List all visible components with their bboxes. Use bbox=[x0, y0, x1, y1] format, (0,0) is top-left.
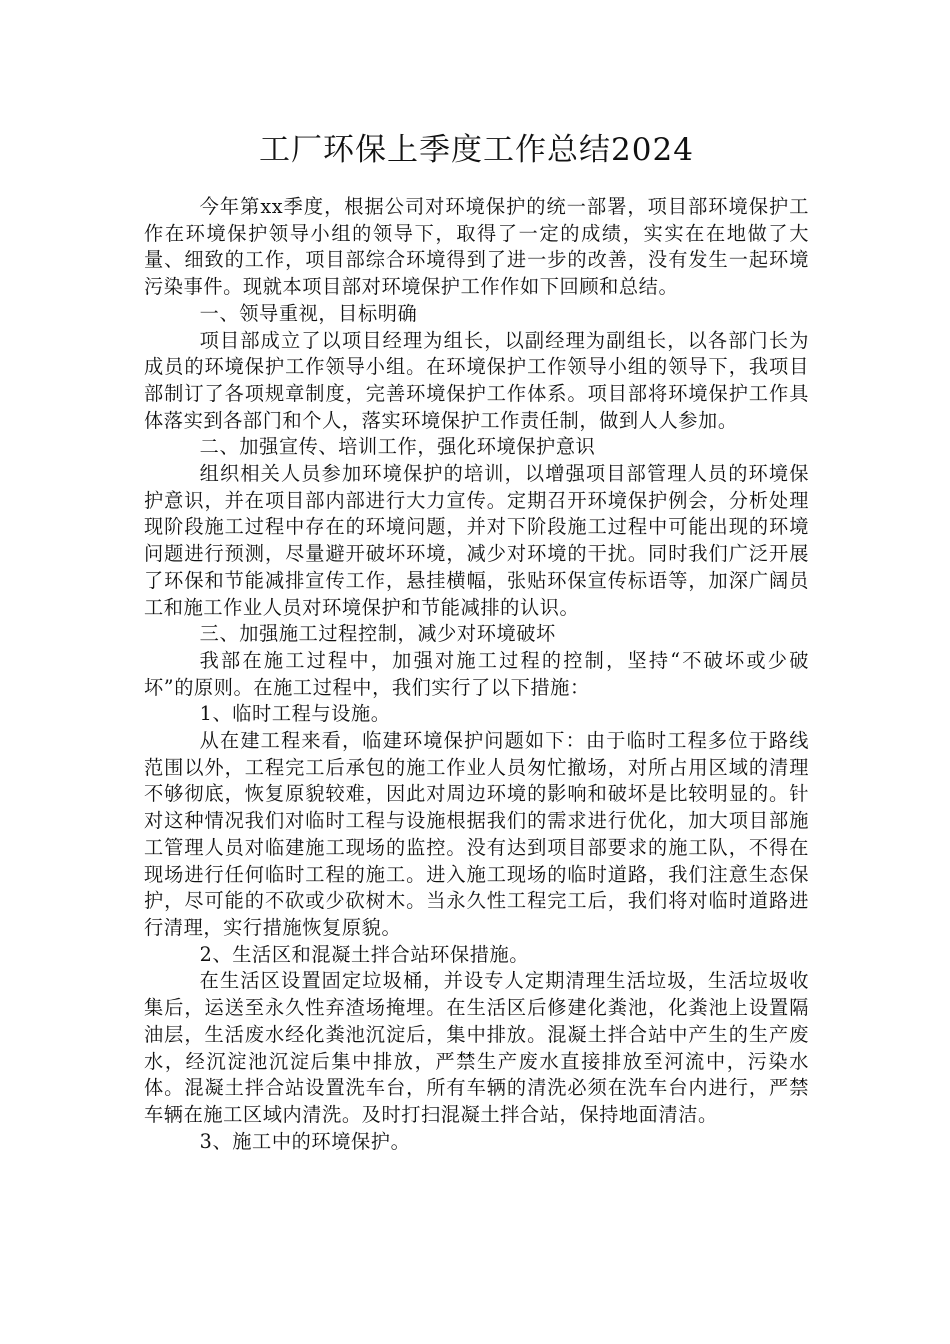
document-title: 工厂环保上季度工作总结2024 bbox=[259, 132, 694, 168]
body-paragraph: 我部在施工过程中，加强对施工过程的控制，坚持“不破坏或少破坏”的原则。在施工过程中，我们实行了以下措施： bbox=[144, 648, 809, 699]
section-heading-3: 三、加强施工过程控制，减少对环境破坏 bbox=[199, 622, 556, 646]
body-paragraph: 从在建工程来看，临建环境保护问题如下：由于临时工程多位于路线范围以外，工程完工后承包的施工作业人员匆忙撤场，对所占用区域的清理不够彻底，恢复原貌较难，因此对周边环境的影响和破坏是比较明显的。针对这种情况我们对临时工程与设施根据我们的需求进行优化，加大项目部施工管理人员对临建施工现场的监控。没有达到项目部要求的施工队，不得在现场进行任何临时工程的施工。进入施工现场的临时道路，我们注意生态保护，尽可能的不砍或少砍树木。当永久性工程完工后，我们将对临时道路进行清理，实行措施恢复原貌。 bbox=[144, 729, 809, 939]
body-paragraph: 组织相关人员参加环境保护的培训，以增强项目部管理人员的环境保护意识，并在项目部内部进行大力宣传。定期召开环境保护例会，分析处理现阶段施工过程中存在的环境问题，并对下阶段施工过程中可能出现的环境问题进行预测，尽量避开破坏环境，减少对环境的干扰。同时我们广泛开展了环保和节能减排宣传工作，悬挂横幅，张贴环保宣传标语等，加深广阔员工和施工作业人员对环境保护和节能减排的认识。 bbox=[144, 462, 809, 619]
subsection-heading-2: 2、生活区和混凝土拌合站环保措施。 bbox=[199, 942, 530, 966]
section-heading-1: 一、领导重视，目标明确 bbox=[199, 301, 418, 325]
body-paragraph: 项目部成立了以项目经理为组长，以副经理为副组长，以各部门长为成员的环境保护工作领导小组。在环境保护工作领导小组的领导下，我项目部制订了各项规章制度，完善环境保护工作体系。项目部将环境保护工作具体落实到各部门和个人，落实环境保护工作责任制，做到人人参加。 bbox=[144, 328, 809, 432]
intro-paragraph: 今年第xx季度，根据公司对环境保护的统一部署，项目部环境保护工作在环境保护领导小组的领导下，取得了一定的成绩，实实在在地做了大量、细致的工作，项目部综合环境得到了进一步的改善，没有发生一起环境污染事件。现就本项目部对环境保护工作作如下回顾和总结。 bbox=[144, 195, 809, 299]
body-paragraph: 在生活区设置固定垃圾桶，并设专人定期清理生活垃圾，生活垃圾收集后，运送至永久性弃渣场掩埋。在生活区后修建化粪池，化粪池上设置隔油层，生活废水经化粪池沉淀后，集中排放。混凝土拌合站中产生的生产废水，经沉淀池沉淀后集中排放，严禁生产废水直接排放至河流中，污染水体。混凝土拌合站设置洗车台，所有车辆的清洗必须在洗车台内进行，严禁车辆在施工区域内清洗。及时打扫混凝土拌合站，保持地面清洁。 bbox=[144, 969, 809, 1126]
subsection-heading-3: 3、施工中的环境保护。 bbox=[199, 1129, 411, 1153]
subsection-heading-1: 1、临时工程与设施。 bbox=[199, 702, 391, 726]
section-heading-2: 二、加强宣传、培训工作，强化环境保护意识 bbox=[199, 435, 596, 459]
document-page bbox=[144, 128, 809, 1155]
